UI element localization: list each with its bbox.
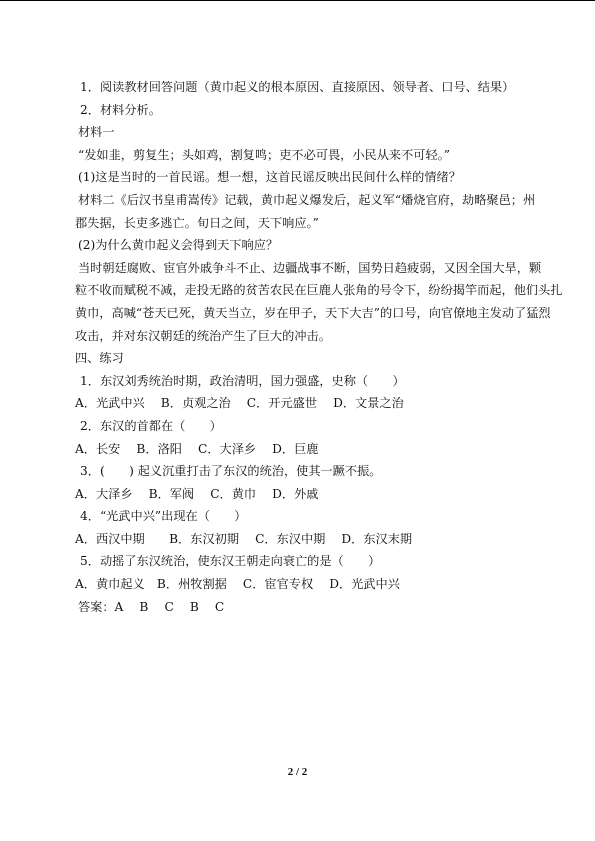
material-1-heading: 材料一 bbox=[78, 125, 115, 140]
exercise-4-options: A．西汉中期 B．东汉初期 C．东汉中期 D．东汉末期 bbox=[75, 531, 413, 546]
page-number: 2 / 2 bbox=[287, 766, 308, 778]
answer-paragraph-line-2: 粒不收而赋税不减，走投无路的贫苦农民在巨鹿人张角的号令下，纷纷揭竿而起，他们头扎 bbox=[75, 283, 563, 298]
header-rule bbox=[0, 0, 595, 1]
exercise-3-options: A．大泽乡 B．军阀 C．黄巾 D．外戚 bbox=[75, 486, 319, 501]
exercise-4-question: 4．“光武中兴”出现在（ ） bbox=[80, 509, 247, 524]
exercise-3-question: 3．( ) 起义沉重打击了东汉的统治，使其一蹶不振。 bbox=[80, 464, 382, 479]
material-2-line-2: 郡失据，长吏多逃亡。旬日之间，天下响应。” bbox=[75, 215, 319, 230]
exercise-2-question: 2．东汉的首都在（ ） bbox=[80, 418, 222, 433]
sub-question-2: (2)为什么黄巾起义会得到天下响应？ bbox=[78, 238, 279, 253]
material-2-line-1: 材料二《后汉书皇甫嵩传》记载，黄巾起义爆发后，起义军“燔烧官府，劫略聚邑；州 bbox=[78, 192, 536, 207]
exercise-5-options: A．黄巾起义 B．州牧割据 C．宦官专权 D．光武中兴 bbox=[75, 577, 400, 592]
document-body bbox=[75, 76, 563, 618]
answer-paragraph-line-4: 攻击，并对东汉朝廷的统治产生了巨大的冲击。 bbox=[75, 328, 331, 343]
question-2-material-analysis: 2．材料分析。 bbox=[80, 102, 161, 117]
section-4-heading: 四、练习 bbox=[75, 351, 124, 366]
answer-paragraph-line-3: 黄巾，高喊“苍天已死，黄天当立，岁在甲子，天下大吉”的口号，向官僚地主发动了猛烈 bbox=[75, 305, 551, 320]
exercise-5-question: 5．动摇了东汉统治，使东汉王朝走向衰亡的是（ ） bbox=[80, 554, 381, 569]
exercise-1-question: 1．东汉刘秀统治时期，政治清明，国力强盛，史称（ ） bbox=[80, 373, 405, 388]
sub-question-1: (1)这是当时的一首民谣。想一想，这首民谣反映出民间什么样的情绪？ bbox=[78, 170, 461, 185]
material-1-folk-song: “发如韭，剪复生；头如鸡，割复鸣；吏不必可畏，小民从来不可轻。” bbox=[78, 147, 450, 162]
exercise-1-options: A．光武中兴 B．贞观之治 C．开元盛世 D．文景之治 bbox=[75, 396, 404, 411]
answer-paragraph-line-1: 当时朝廷腐败、宦官外戚争斗不止、边疆战事不断，国势日趋疲弱，又因全国大旱，颗 bbox=[78, 260, 542, 275]
question-1-reading: 1．阅读教材回答问题（黄巾起义的根本原因、直接原因、领导者、口号、结果） bbox=[80, 80, 515, 94]
answer-key: 答案：A B C B C bbox=[78, 599, 225, 614]
exercise-2-options: A．长安 B．洛阳 C．大泽乡 D．巨鹿 bbox=[75, 441, 319, 456]
